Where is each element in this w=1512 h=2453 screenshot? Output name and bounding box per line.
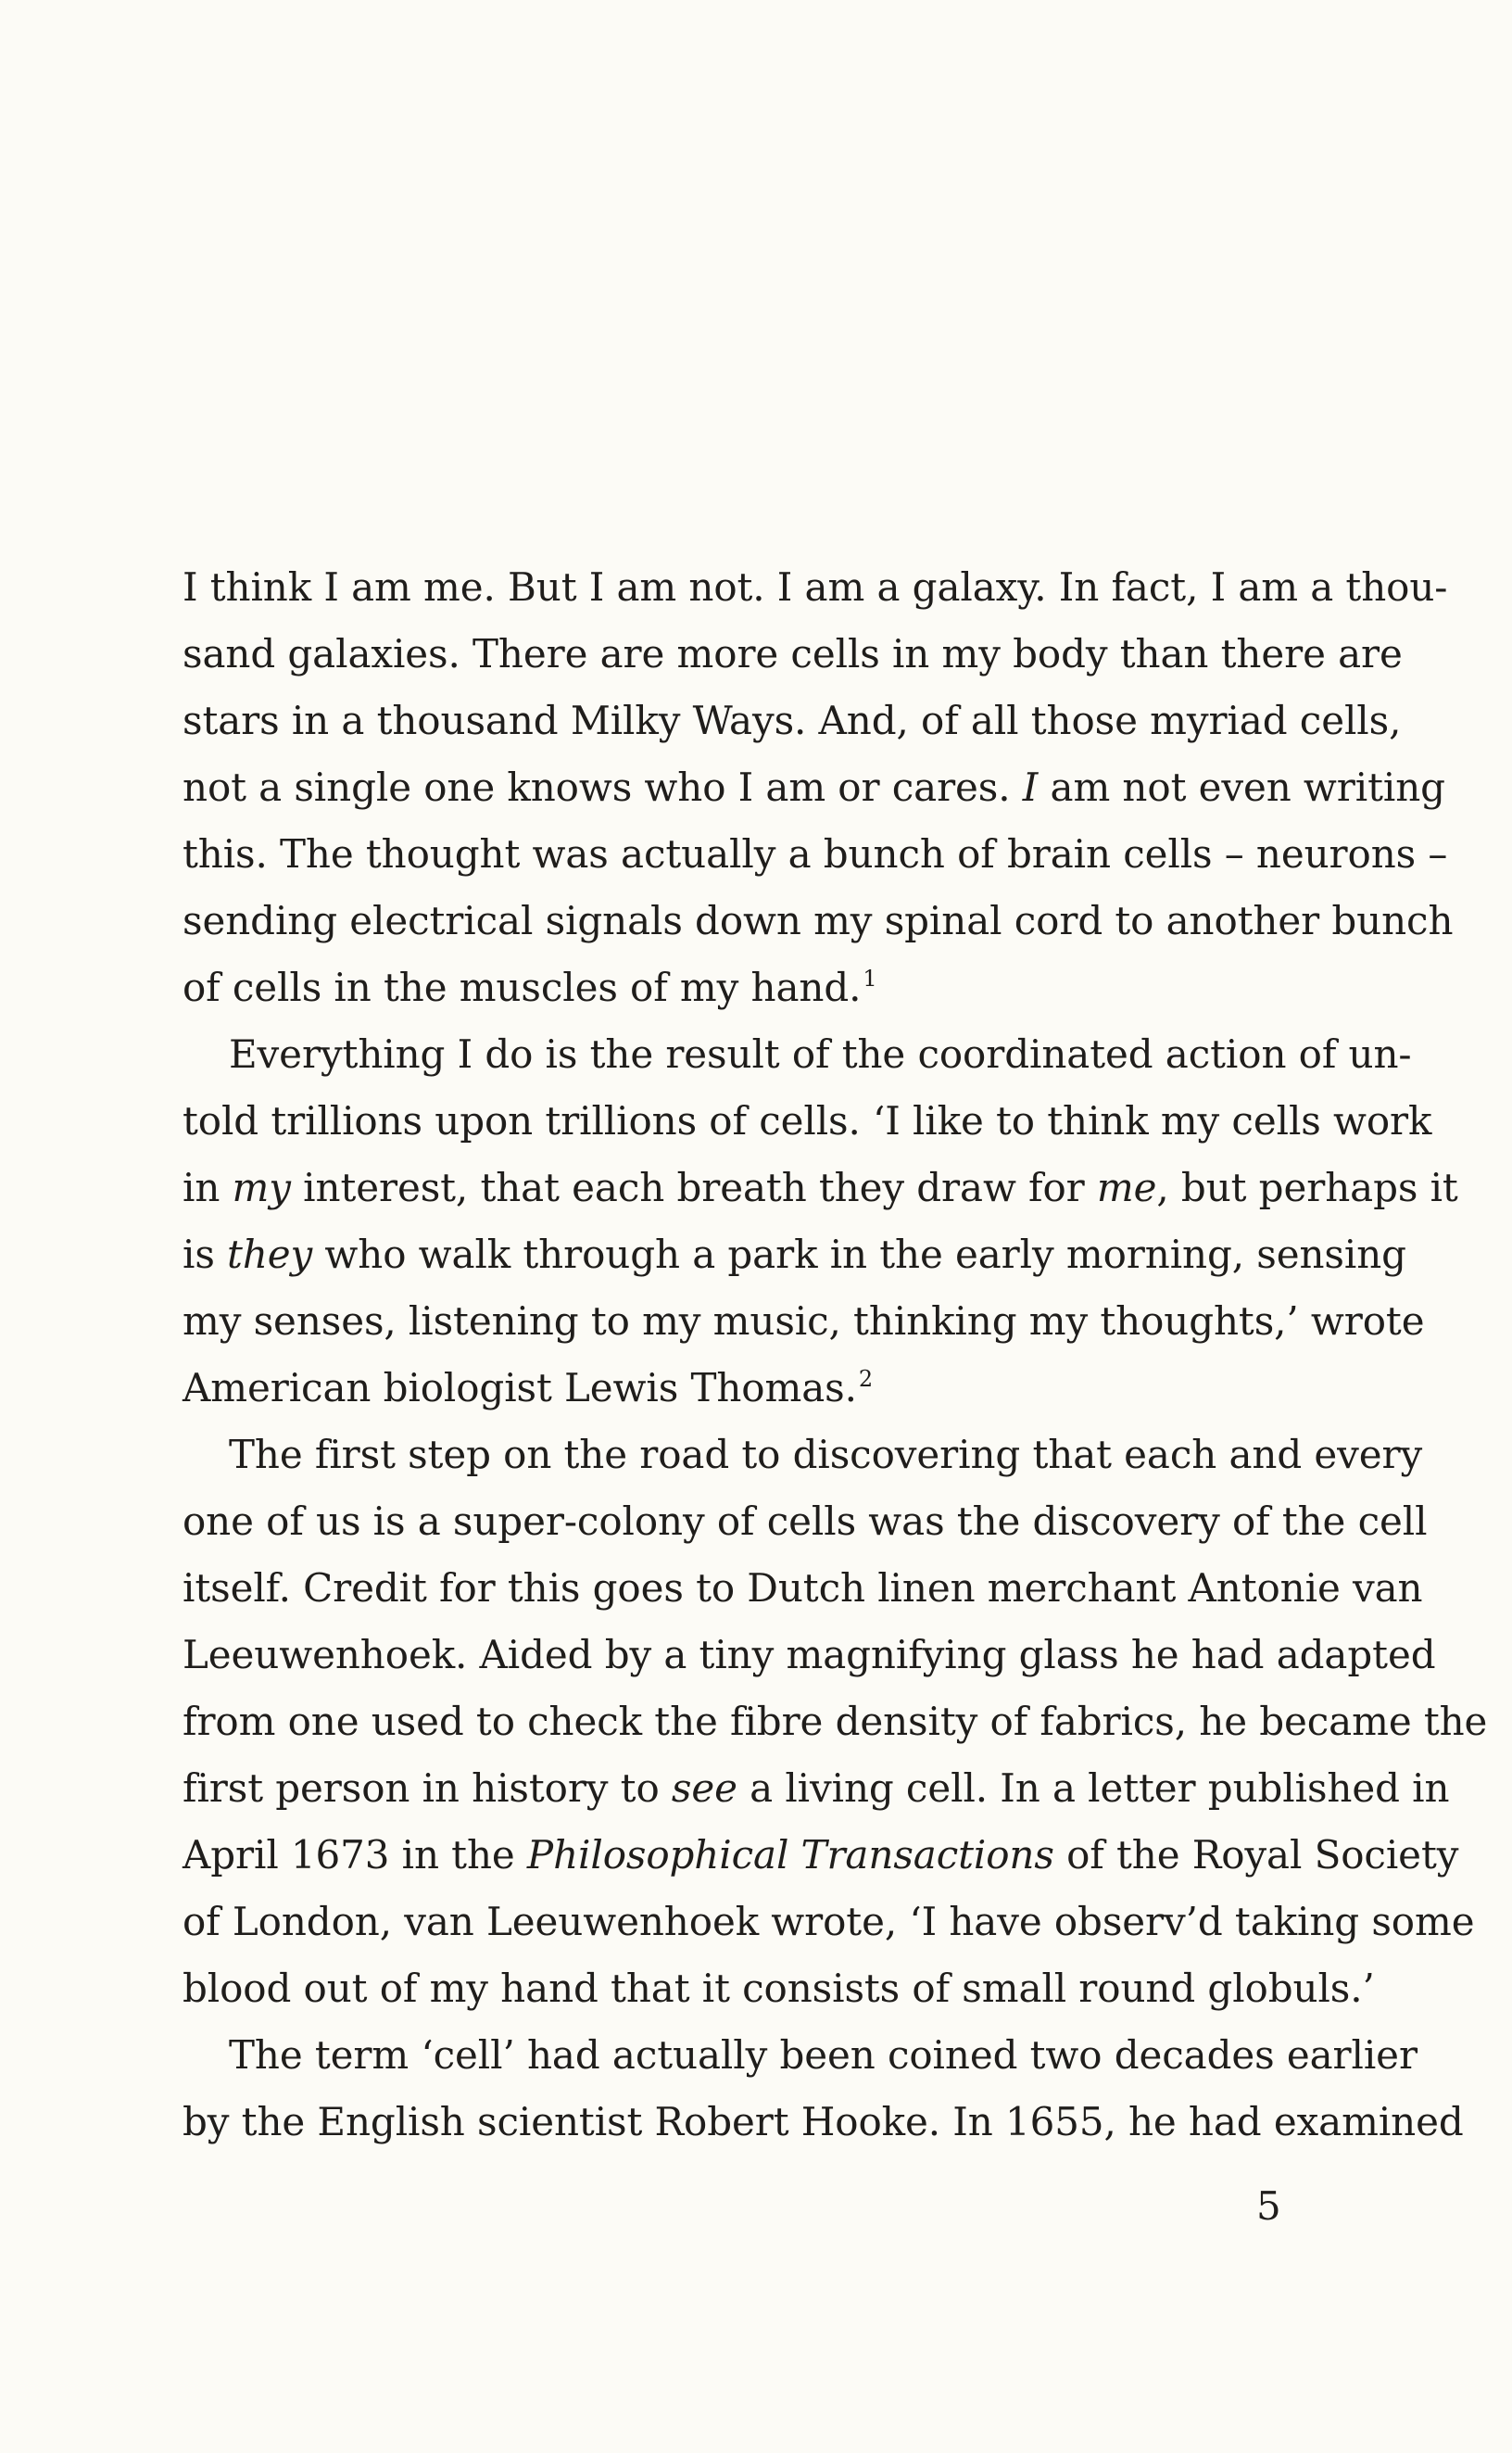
text-run: not a single one knows who I am or cares. [183,765,1023,810]
text-run: sand galaxies. There are more cells in my body than there are [183,631,1403,676]
text-run: interest, that each breath they draw for [290,1165,1097,1210]
text-run: itself. Credit for this goes to Dutch linen merchant Antonie van [183,1565,1423,1611]
paragraph [183,1422,1488,2022]
text-line [183,554,1448,621]
text-line [183,2022,1418,2089]
paragraph [183,554,1454,1021]
paragraph [183,1021,1458,1422]
text-line [183,1155,1458,1221]
text-line [183,888,1454,955]
italic-text: Philosophical Transactions [526,1832,1054,1878]
paragraph [183,2022,1464,2156]
text-run: is [183,1232,228,1277]
text-line [183,1288,1425,1355]
italic-text: me [1096,1165,1157,1210]
text-run: of the Royal Society [1053,1832,1459,1878]
text-line [183,1622,1436,1688]
text-line [183,1688,1488,1755]
text-line [183,1088,1432,1155]
text-run: from one used to check the fibre density of fabrics, he became the [183,1699,1488,1744]
italic-text: see [671,1765,737,1811]
italic-text: I [1022,765,1039,810]
text-run: one of us is a super-colony of cells was the discovery of the cell [183,1498,1428,1544]
text-run: am not even writing [1038,765,1445,810]
text-line [183,1555,1423,1622]
text-line [183,1021,1412,1088]
text-run: a living cell. In a letter published in [737,1765,1450,1811]
text-run: blood out of my hand that it consists of small round globuls.’ [183,1966,1375,2011]
text-line [183,1955,1375,2022]
text-line [183,621,1403,688]
text-run: The first step on the road to discovering that each and every [229,1432,1423,1477]
text-run: by the English scientist Robert Hooke. In 1655, he had examined [183,2099,1464,2144]
italic-text: my [232,1165,291,1210]
text-line [183,2089,1464,2156]
text-run: sending electrical signals down my spinal cord to another bunch [183,898,1454,943]
text-run: who walk through a park in the early morning, sensing [312,1232,1406,1277]
text-run: told trillions upon trillions of cells. ‘I like to think my cells work [183,1098,1432,1144]
text-run: in [183,1165,233,1210]
text-line [183,1221,1406,1288]
text-run: this. The thought was actually a bunch of brain cells – neurons – [183,831,1448,877]
text-run: American biologist Lewis Thomas. [183,1365,857,1410]
italic-text: they [227,1232,313,1277]
text-run: , but perhaps it [1156,1165,1458,1210]
text-run: Everything I do is the result of the coordinated action of un- [229,1031,1412,1077]
page-number: 5 [1256,2183,1281,2229]
text-line [183,688,1402,754]
text-line [183,1488,1428,1555]
text-run: Leeuwenhoek. Aided by a tiny magnifying glass he had adapted [183,1632,1436,1677]
body-text [183,554,1488,2156]
text-line [183,1755,1450,1822]
text-line [183,754,1445,821]
text-run: of London, van Leeuwenhoek wrote, ‘I have observ’d taking some [183,1899,1475,1944]
text-line [183,1822,1459,1889]
text-run: April 1673 in the [183,1832,527,1878]
text-run: first person in history to [183,1765,672,1811]
text-line [183,821,1448,888]
text-line [183,955,1324,1021]
text-run: I think I am me. But I am not. I am a galaxy. In fact, I am a thou- [183,564,1448,610]
text-line [183,1355,1324,1422]
text-run: of cells in the muscles of my hand. [183,965,862,1010]
footnote-marker: 1 [863,966,877,992]
text-run: The term ‘cell’ had actually been coined two decades earlier [229,2032,1418,2078]
footnote-marker: 2 [858,1366,874,1392]
text-line [183,1889,1475,1955]
text-run: stars in a thousand Milky Ways. And, of all those myriad cells, [183,698,1402,743]
text-line [183,1422,1423,1488]
text-run: my senses, listening to my music, thinking my thoughts,’ wrote [183,1298,1425,1344]
